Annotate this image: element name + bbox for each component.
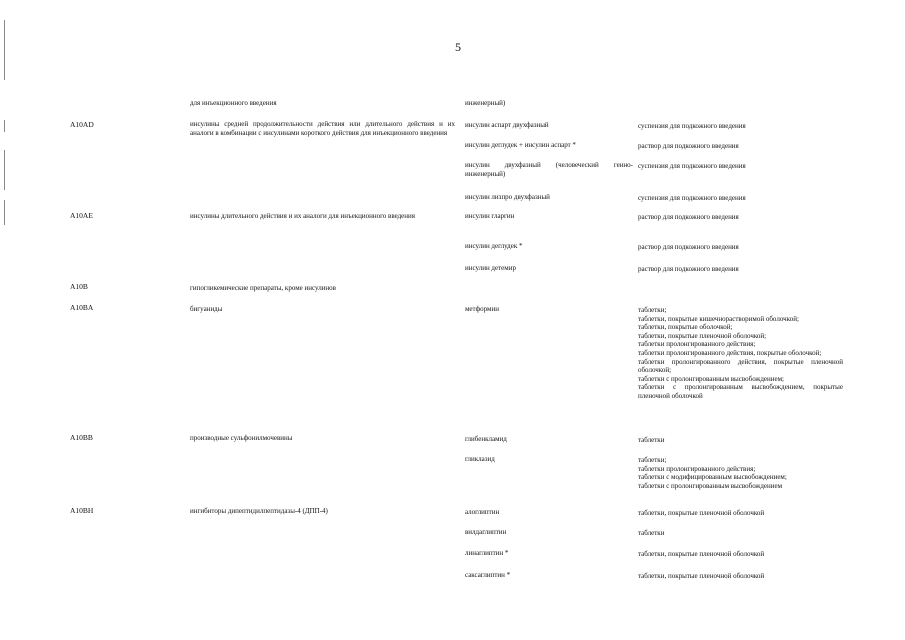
dosage-form-line: таблетки с модифицированным высвобождением;	[638, 473, 787, 482]
dosage-form-line: таблетки с пролонгированным высвобождением;	[638, 374, 784, 383]
group-name: бигуаниды	[190, 305, 223, 313]
group-name: производные сульфонилмочевины	[190, 434, 293, 442]
drug-name: инсулин двухфазный (человеческий генно-инженерный)	[465, 161, 633, 178]
drug-name: гликлазид	[465, 455, 495, 463]
dosage-form-list	[638, 306, 843, 401]
group-name: инсулины средней продолжительности действия или длительного действия и их аналоги в комбинации с инсулинами короткого действия для инъекционного введения	[190, 120, 455, 137]
dosage-form-line: таблетки пролонгированного действия, покрытые оболочкой;	[638, 348, 822, 357]
drug-name: метформин	[465, 305, 499, 313]
dosage-form: таблетки, покрытые пленочной оболочкой	[638, 509, 765, 517]
dosage-form: таблетки	[638, 529, 665, 537]
group-name: гипогликемические препараты, кроме инсулинов	[190, 284, 336, 292]
dosage-form: раствор для подкожного введения	[638, 243, 739, 251]
drug-name: глибенкламид	[465, 435, 507, 443]
dosage-form-line: таблетки пролонгированного действия;	[638, 464, 756, 473]
atc-code: A10B	[70, 282, 88, 291]
dosage-form: таблетки, покрытые пленочной оболочкой	[638, 550, 765, 558]
dosage-form-line: таблетки с пролонгированным высвобождением, покрытые пленочной оболочкой	[638, 383, 843, 400]
drug-name: инсулин деглудек *	[465, 242, 523, 250]
drug-name: саксаглиптин *	[465, 571, 511, 579]
dosage-form: суспензия для подкожного введения	[638, 122, 746, 130]
dosage-form-line: таблетки, покрытые оболочкой;	[638, 323, 733, 332]
group-name: инсулины длительного действия и их аналоги для инъекционного введения	[190, 212, 415, 220]
dosage-form: суспензия для подкожного введения	[638, 162, 746, 170]
atc-code: A10BH	[70, 506, 94, 515]
dosage-form-line: таблетки;	[638, 456, 667, 464]
dosage-form: суспензия для подкожного введения	[638, 194, 746, 202]
dosage-form-list	[638, 456, 843, 490]
drug-name: линаглиптин *	[465, 549, 509, 557]
group-name: ингибиторы дипептидилпептидазы-4 (ДПП-4)	[190, 507, 328, 515]
drug-name: инсулин деглудек + инсулин аспарт *	[465, 141, 576, 149]
drug-name: инсулин аспарт двухфазный	[465, 121, 549, 129]
dosage-form-line: таблетки пролонгированного действия;	[638, 340, 756, 349]
atc-code: A10BA	[70, 303, 94, 312]
dosage-form: раствор для подкожного введения	[638, 213, 739, 221]
dosage-form: раствор для подкожного введения	[638, 265, 739, 273]
atc-code: A10AD	[70, 120, 94, 129]
drug-name: инсулин детемир	[465, 264, 516, 272]
drug-name: инсулин гларгин	[465, 212, 515, 220]
atc-code: A10AE	[70, 211, 93, 220]
dosage-form-line: таблетки, покрытые пленочной оболочкой;	[638, 331, 767, 340]
group-continuation: для инъекционного введения	[190, 99, 277, 107]
dosage-form: таблетки	[638, 436, 665, 444]
dosage-form-line: таблетки пролонгированного действия, покрытые пленочной оболочкой;	[638, 357, 843, 375]
scan-margin-marks	[4, 0, 6, 640]
dosage-form: таблетки, покрытые пленочной оболочкой	[638, 572, 765, 580]
dosage-form-line: таблетки, покрытые кишечнорастворимой оболочкой;	[638, 314, 799, 323]
dosage-form-line: таблетки с пролонгированным высвобождением	[638, 481, 783, 490]
drug-name: алоглиптин	[465, 508, 500, 516]
page-number: 5	[455, 40, 461, 54]
drug-name: инсулин лизпро двухфазный	[465, 193, 550, 201]
atc-code: A10BB	[70, 433, 93, 442]
drug-continuation: инженерный)	[465, 99, 506, 107]
dosage-form: раствор для подкожного введения	[638, 142, 739, 150]
dosage-form-line: таблетки;	[638, 306, 667, 314]
drug-name: вилдаглиптин	[465, 528, 507, 536]
